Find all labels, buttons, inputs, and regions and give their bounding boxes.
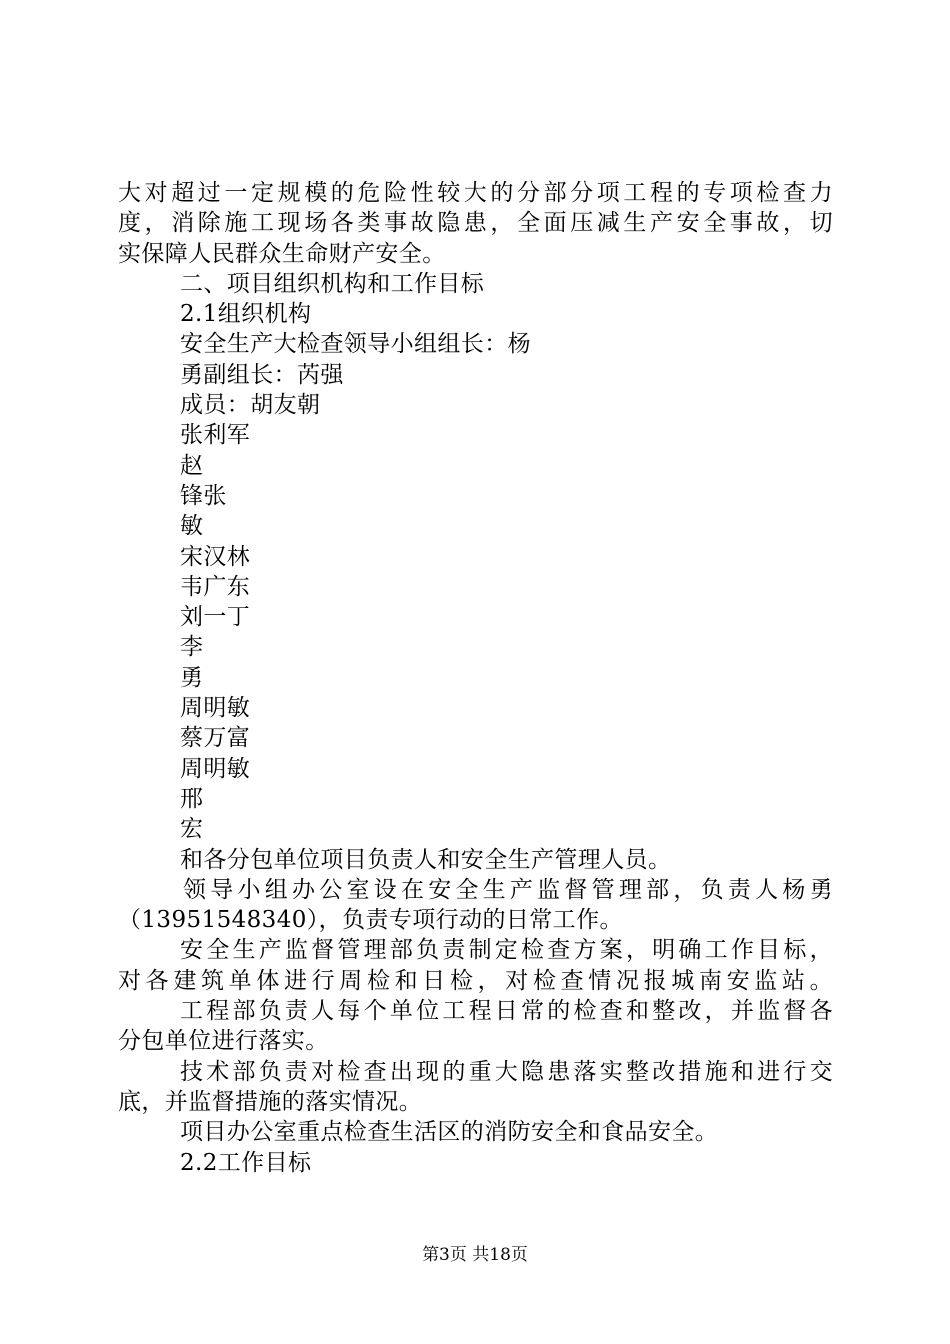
subsection-heading: 2.1组织机构 [180,301,312,328]
subsection-heading: 2.2工作目标 [180,1149,312,1176]
member-name: 宏 [180,816,204,843]
page-number-footer: 第3页 共18页 [422,1245,528,1265]
paragraph-line: 度，消除施工现场各类事故隐患，全面压减生产安全事故，切 [118,210,833,237]
member-name: 张利军 [180,422,251,449]
member-name: 韦广东 [180,573,251,600]
paragraph-line: 底，并监督措施的落实情况。 [118,1088,423,1115]
paragraph-line: 工程部负责人每个单位工程日常的检查和整改，并监督各 [180,998,833,1025]
paragraph-line: 实保障人民群众生命财产安全。 [118,240,446,267]
member-name: 邢 [180,785,204,812]
paragraph-line: 安全生产大检查领导小组组长：杨 [180,331,531,358]
paragraph-line: 安全生产监督管理部负责制定检查方案，明确工作目标， [180,937,833,964]
document-body [118,178,833,1178]
paragraph-line: 勇副组长：芮强 [180,361,344,388]
paragraph-line: 大对超过一定规模的危险性较大的分部分项工程的专项检查力 [118,180,833,206]
member-name: 蔡万富 [180,725,251,752]
paragraph-line: 分包单位进行落实。 [118,1028,329,1055]
member-name: 刘一丁 [180,604,251,631]
member-name: 勇 [180,664,204,691]
member-name: 敏 [180,513,204,540]
paragraph-line: 项目办公室重点检查生活区的消防安全和食品安全。 [180,1119,719,1146]
paragraph-line: 对各建筑单体进行周检和日检，对检查情况报城南安监站。 [118,967,833,994]
member-name: 周明敏 [180,755,251,782]
member-name: 宋汉林 [180,543,251,570]
paragraph-line: 成员：胡友朝 [180,392,321,419]
member-name: 李 [180,634,204,661]
member-name: 周明敏 [180,695,251,722]
paragraph-line: （13951548340），负责专项行动的日常工作。 [118,907,623,934]
paragraph-line: 领导小组办公室设在安全生产监督管理部，负责人杨勇 [183,876,833,903]
member-name: 锋张 [180,482,227,509]
paragraph-line: 技术部负责对检查出现的重大隐患落实整改措施和进行交 [180,1058,833,1085]
section-heading: 二、项目组织机构和工作目标 [180,270,485,297]
paragraph-line: 和各分包单位项目负责人和安全生产管理人员。 [180,846,672,873]
member-name: 赵 [180,452,204,479]
